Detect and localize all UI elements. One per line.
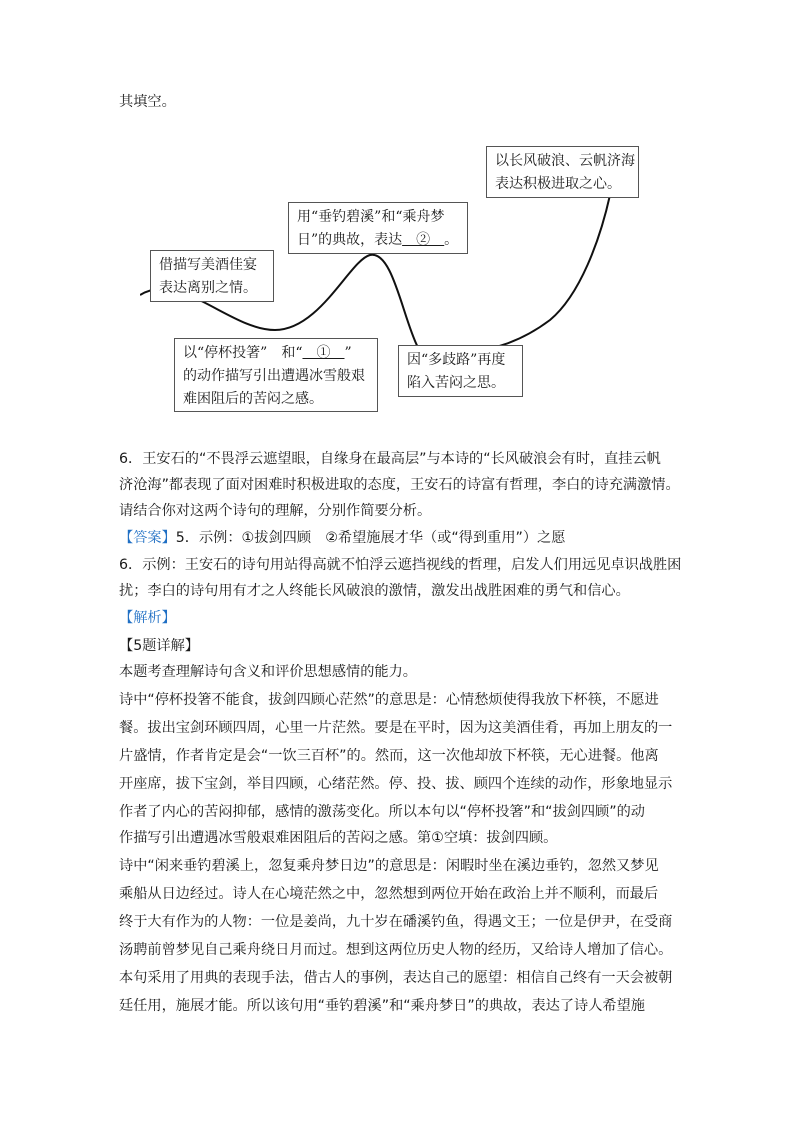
body-line: 本题考查理解诗句含义和评价思想感情的能力。 [119,664,417,680]
question-6-line2: 济沧海”都表现了面对困难时积极进取的态度，王安石的诗富有哲理，李白的诗充满激情。 [119,477,680,493]
box-allusion [288,202,468,254]
body-line: 乘船从日边经过。诗人在心境茫然之中，忽然想到两位开始在政治上并不顺利，而最后 [119,886,659,902]
box-gloom-line1-end: ” [344,345,352,361]
analysis-label: 【解析】 [119,610,176,626]
answer-label: 【答案】 [119,530,176,546]
box-aspiration-line2: 表达积极进取之心。 [495,176,621,192]
box-aspiration-line1: 以长风破浪、云帆济海 [495,153,635,169]
box-gloom-line2: 的动作描写引出遭遇冰雪般艰 [183,368,365,384]
body-line: 诗中“停杯投箸不能食，拔剑四顾心茫然”的意思是：心情愁烦使得我放下杯筷，不愿进 [119,692,659,708]
box-farewell-line1: 借描写美酒佳宴 [159,257,257,273]
box-gloom-line1-text: 以“停杯投箸” 和“ [183,345,303,361]
body-line: 作者了内心的苦闷抑郁，感情的激荡变化。所以本句以“停杯投箸”和“拔剑四顾”的动 [119,804,645,820]
box-crossroads-line1: 因“多歧路”再度 [407,352,506,368]
box-allusion-line1: 用“垂钓碧溪”和“乘舟梦 [297,209,445,225]
body-line: 餐。拔出宝剑环顾四周，心里一片茫然。要是在平时，因为这美酒佳肴，再加上朋友的一 [119,720,673,736]
body-line: 廷任用，施展才能。所以该句用“垂钓碧溪”和“乘舟梦日”的典故，表达了诗人希望施 [119,998,645,1014]
box-allusion-line2 [297,229,459,252]
body-line: 终于大有作为的人物：一位是姜尚，九十岁在磻溪钓鱼，得遇文王；一位是伊尹，在受商 [119,914,673,930]
body-line: 本句采用了用典的表现手法，借古人的事例，表达自己的愿望：相信自己终有一天会被朝 [119,970,673,986]
body-line: 汤聘前曾梦见自己乘舟绕日月而过。想到这两位历史人物的经历，又给诗人增加了信心。 [119,942,673,958]
box-crossroads [398,345,523,397]
answer-line [119,528,565,548]
intro-text: 其填空。 [119,94,176,110]
box-allusion-line2-text: 日”的典故，表达 [297,232,403,248]
detail-label: 【5题详解】 [119,638,199,654]
question-6-line3: 请结合你对这两个诗句的理解，分别作简要分析。 [119,503,432,519]
question-6-line1: 6．王安石的“不畏浮云遮望眼，自缘身在最高层”与本诗的“长风破浪会有时，直挂云帆 [119,451,661,467]
answer-6-line1: 6．示例：王安石的诗句用站得高就不怕浮云遮挡视线的哲理，启发人们用远见卓识战胜困 [119,557,682,573]
blank-2: ＿②＿ [402,232,445,248]
box-farewell-line2: 表达离别之情。 [159,280,257,296]
box-gloom-line3: 难困阻后的苦闷之感。 [183,391,323,407]
answer-text: 5．示例：①拔剑四顾 ②希望施展才华（或“得到重用”）之愿 [175,530,566,546]
body-line: 开座席，拔下宝剑，举目四顾，心绪茫然。停、投、拔、顾四个连续的动作，形象地显示 [119,776,673,792]
box-gloom [174,338,378,412]
box-gloom-line1 [183,342,369,365]
answer-6-line2: 扰；李白的诗句用有才之人终能长风破浪的激情，激发出战胜困难的勇气和信心。 [119,583,630,599]
body-line: 片盛情，作者肯定是会“一饮三百杯”的。然而，这一次他却放下杯筷，无心进餐。他离 [119,748,659,764]
emotion-curve-diagram [140,140,650,415]
body-line: 诗中“闲来垂钓碧溪上，忽复乘舟梦日边”的意思是：闲暇时坐在溪边垂钓，忽然又梦见 [119,858,659,874]
blank-1: ＿①＿ [302,345,345,361]
body-line: 作描写引出遭遇冰雪般艰难困阻后的苦闷之感。第①空填：拔剑四顾。 [119,830,558,846]
box-allusion-line2-end: 。 [444,232,459,248]
box-crossroads-line2: 陷入苦闷之思。 [407,375,505,391]
box-farewell [150,250,274,302]
box-aspiration [486,146,639,198]
